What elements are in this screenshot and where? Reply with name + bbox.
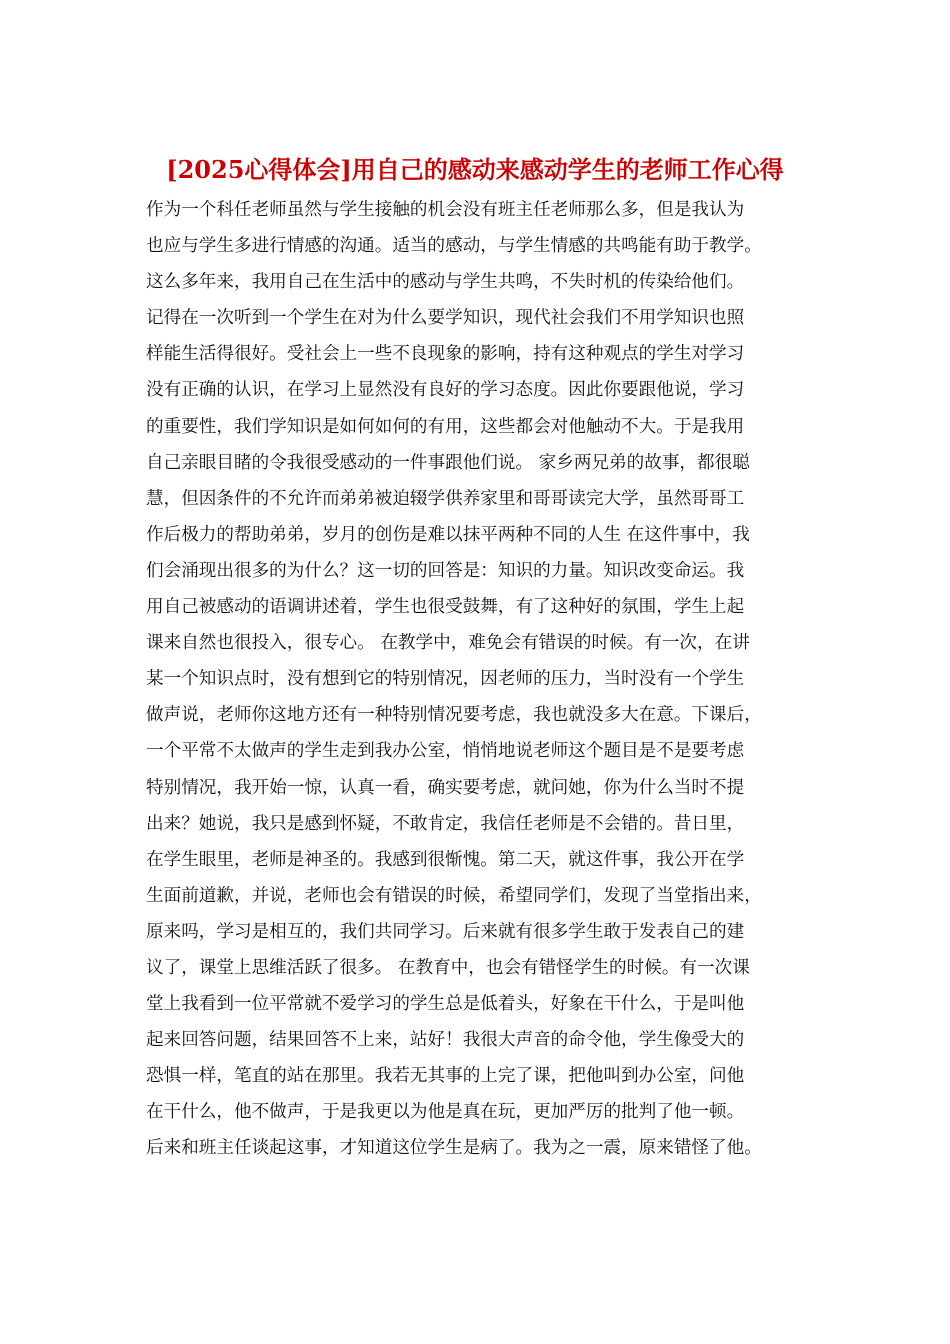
text-line: 样能生活得很好。受社会上一些不良现象的影响，持有这种观点的学生对学习	[146, 344, 745, 365]
text-line: 在干什么，他不做声，于是我更以为他是真在玩，更加严厉的批判了他一顿。	[146, 1102, 745, 1123]
text-line: 们会涌现出很多的为什么？这一切的回答是：知识的力量。知识改变命运。我	[146, 560, 745, 581]
text-line: 作后极力的帮助弟弟，岁月的创伤是难以抹平两种不同的人生 在这件事中，我	[146, 524, 750, 545]
text-line: 慧，但因条件的不允许而弟弟被迫辍学供养家里和哥哥读完大学，虽然哥哥工	[146, 488, 745, 509]
text-line: 课来自然也很投入，很专心。 在教学中，难免会有错误的时候。有一次，在讲	[146, 633, 750, 654]
text-line: 这么多年来，我用自己在生活中的感动与学生共鸣，不失时机的传染给他们。	[146, 272, 745, 293]
text-line: 某一个知识点时，没有想到它的特别情况，因老师的压力，当时没有一个学生	[146, 669, 745, 690]
text-line: 议了，课堂上思维活跃了很多。 在教育中，也会有错怪学生的时候。有一次课	[146, 957, 750, 978]
text-line: 作为一个科任老师虽然与学生接触的机会没有班主任老师那么多，但是我认为	[146, 200, 745, 220]
text-line: 堂上我看到一位平常就不爱学习的学生总是低着头，好象在干什么，于是叫他	[146, 994, 745, 1015]
text-line: 做声说，老师你这地方还有一种特别情况要考虑，我也就没多大在意。下课后，	[146, 705, 762, 726]
text-line: 恐惧一样，笔直的站在那里。我若无其事的上完了课，把他叫到办公室，问他	[146, 1066, 745, 1087]
document-body	[146, 192, 806, 1167]
document-title: [2025心得体会]用自己的感动来感动学生的老师工作心得	[166, 155, 784, 184]
text-line: 的重要性，我们学知识是如何如何的有用，这些都会对他触动不大。于是我用	[146, 416, 745, 437]
text-line: 原来吗，学习是相互的，我们共同学习。后来就有很多学生敢于发表自己的建	[146, 921, 745, 942]
text-line: 记得在一次听到一个学生在对为什么要学知识，现代社会我们不用学知识也照	[146, 308, 745, 329]
text-line: 自己亲眼目睹的令我很受感动的一件事跟他们说。 家乡两兄弟的故事，都很聪	[146, 452, 750, 473]
text-line: 后来和班主任谈起这事，才知道这位学生是病了。我为之一震，原来错怪了他。	[146, 1138, 762, 1159]
text-line: 没有正确的认识，在学习上显然没有良好的学习态度。因此你要跟他说，学习	[146, 380, 745, 401]
text-line: 在学生眼里，老师是神圣的。我感到很惭愧。第二天，就这件事，我公开在学	[146, 849, 745, 870]
text-line: 一个平常不太做声的学生走到我办公室，悄悄地说老师这个题目是不是要考虑	[146, 741, 745, 762]
text-line: 起来回答问题，结果回答不上来，站好！我很大声音的命令他，学生像受大的	[146, 1030, 745, 1051]
text-line: 特别情况，我开始一惊，认真一看，确实要考虑，就问她，你为什么当时不提	[146, 777, 745, 798]
text-line: 出来？她说，我只是感到怀疑，不敢肯定，我信任老师是不会错的。昔日里，	[146, 813, 745, 834]
text-line: 用自己被感动的语调讲述着，学生也很受鼓舞，有了这种好的氛围，学生上起	[146, 597, 745, 618]
text-line: 生面前道歉，并说，老师也会有错误的时候，希望同学们，发现了当堂指出来，	[146, 885, 762, 906]
text-line: 也应与学生多进行情感的沟通。适当的感动，与学生情感的共鸣能有助于教学。	[146, 236, 762, 257]
